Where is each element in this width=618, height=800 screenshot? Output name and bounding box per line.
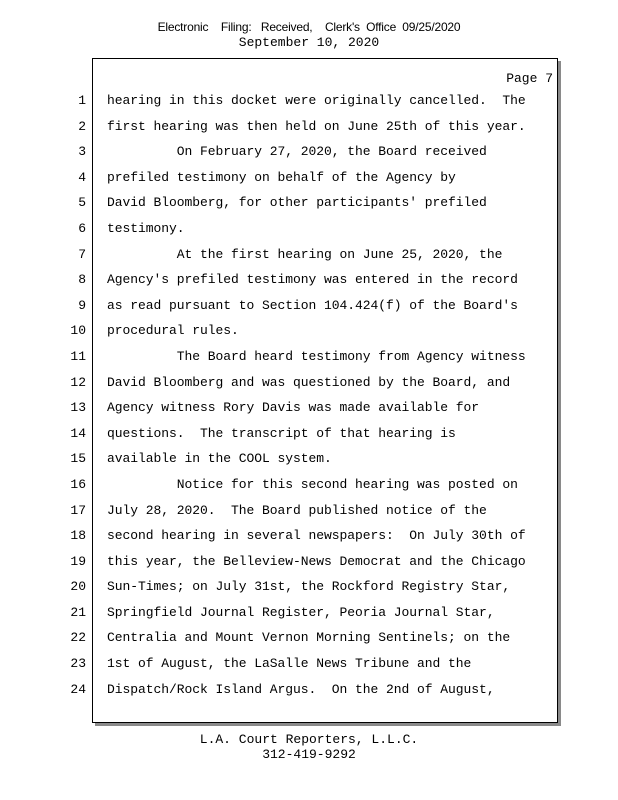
line-number: 9 [78, 297, 86, 313]
electronic-filing-stamp: Electronic Filing: Received, Clerk's Office 09/25/2020 [157, 20, 461, 34]
line-number: 13 [70, 400, 86, 416]
transcript-line: Springfield Journal Register, Peoria Journal Star, [107, 604, 495, 620]
line-number: 18 [70, 528, 86, 544]
hearing-date: September 10, 2020 [238, 35, 380, 50]
transcript-line: Agency witness Rory Davis was made available for [107, 400, 480, 416]
transcript-line: questions. The transcript of that hearing is [107, 425, 456, 441]
line-number: 6 [78, 220, 86, 236]
line-number-column [58, 88, 86, 702]
transcript-line: first hearing was then held on June 25th of this year. [107, 118, 526, 134]
line-number: 20 [70, 579, 86, 595]
line-number: 3 [78, 144, 86, 160]
transcript-line: Dispatch/Rock Island Argus. On the 2nd of August, [107, 681, 495, 697]
line-number: 23 [70, 656, 86, 672]
line-number: 2 [78, 118, 86, 134]
transcript-line: Agency's prefiled testimony was entered in the record [107, 272, 518, 288]
transcript-line: At the first hearing on June 25, 2020, the [107, 246, 503, 262]
transcript-line: On February 27, 2020, the Board received [107, 144, 487, 160]
line-number: 16 [70, 476, 86, 492]
transcript-line: David Bloomberg, for other participants' prefiled [107, 195, 487, 211]
line-number: 11 [70, 348, 86, 364]
line-number: 10 [70, 323, 86, 339]
transcript-line: procedural rules. [107, 323, 239, 339]
transcript-text [107, 88, 547, 702]
transcript-line: available in the COOL system. [107, 451, 332, 467]
transcript-line: Centralia and Mount Vernon Morning Sentinels; on the [107, 630, 511, 646]
line-number: 19 [70, 553, 86, 569]
line-number: 15 [70, 451, 86, 467]
line-number: 1 [78, 93, 86, 108]
line-number: 7 [78, 246, 86, 262]
transcript-line: this year, the Belleview-News Democrat and the Chicago [107, 553, 526, 569]
transcript-line: hearing in this docket were originally cancelled. The [107, 93, 526, 108]
court-reporter-name: L.A. Court Reporters, L.L.C. [199, 732, 419, 747]
court-reporter-phone: 312-419-9292 [262, 747, 356, 762]
transcript-line: 1st of August, the LaSalle News Tribune and the [107, 656, 472, 672]
line-number: 12 [70, 374, 86, 390]
line-number: 22 [70, 630, 86, 646]
line-number: 21 [70, 604, 86, 620]
transcript-line: as read pursuant to Section 104.424(f) of the Board's [107, 297, 518, 313]
transcript-line: David Bloomberg and was questioned by the Board, and [107, 374, 511, 390]
line-number: 17 [70, 502, 86, 518]
transcript-line: second hearing in several newspapers: On July 30th of [107, 528, 526, 544]
transcript-line: The Board heard testimony from Agency witness [107, 348, 526, 364]
line-number: 5 [78, 195, 86, 211]
line-number: 4 [78, 169, 86, 185]
page-number: Page 7 [506, 71, 553, 86]
line-number: 24 [70, 681, 86, 697]
transcript-line: Sun-Times; on July 31st, the Rockford Registry Star, [107, 579, 511, 595]
line-number: 8 [78, 272, 86, 288]
transcript-line: prefiled testimony on behalf of the Agency by [107, 169, 456, 185]
transcript-line: testimony. [107, 220, 185, 236]
line-number: 14 [70, 425, 86, 441]
transcript-line: Notice for this second hearing was posted on [107, 476, 518, 492]
transcript-line: July 28, 2020. The Board published notice of the [107, 502, 487, 518]
